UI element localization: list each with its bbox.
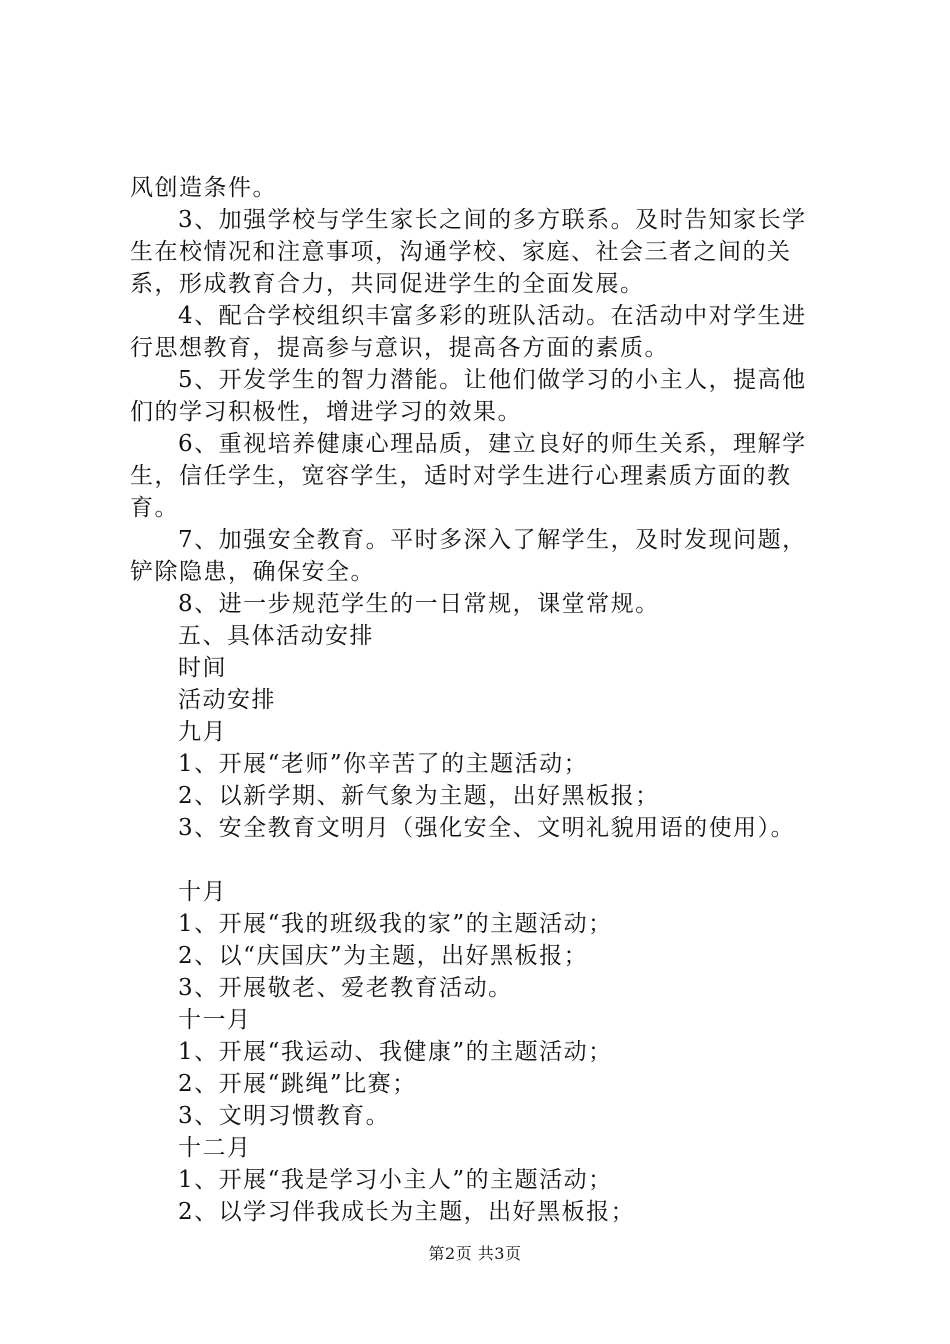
body-line-4: 系，形成教育合力，共同促进学生的全面发展。 xyxy=(130,271,645,297)
page-number-footer: 第2页 共3页 xyxy=(428,1244,522,1263)
body-line-2: 3、加强学校与学生家长之间的多方联系。及时告知家长学 xyxy=(178,207,807,233)
list-item: 3、开展敬老、爱老教育活动。 xyxy=(178,975,513,1001)
document-body xyxy=(130,172,835,1228)
body-line-8: 们的学习积极性，增进学习的效果。 xyxy=(130,399,522,425)
section-heading: 五、具体活动安排 xyxy=(178,623,374,649)
month-december: 十二月 xyxy=(178,1135,252,1161)
list-item: 3、安全教育文明月（强化安全、文明礼貌用语的使用）。 xyxy=(178,815,796,841)
list-item: 2、以学习伴我成长为主题，出好黑板报； xyxy=(178,1199,636,1225)
list-item: 2、开展“跳绳”比赛； xyxy=(178,1071,417,1097)
column-header-time: 时间 xyxy=(178,655,227,681)
body-line-10: 生，信任学生，宽容学生，适时对学生进行心理素质方面的教 xyxy=(130,463,792,489)
list-item: 1、开展“我的班级我的家”的主题活动； xyxy=(178,911,613,937)
column-header-activity: 活动安排 xyxy=(178,687,276,713)
body-line-5: 4、配合学校组织丰富多彩的班队活动。在活动中对学生进 xyxy=(178,303,807,329)
month-october: 十月 xyxy=(178,879,227,905)
body-line-1: 风创造条件。 xyxy=(130,175,277,201)
body-line-12: 7、加强安全教育。平时多深入了解学生，及时发现问题， xyxy=(178,527,807,553)
body-line-3: 生在校情况和注意事项，沟通学校、家庭、社会三者之间的关 xyxy=(130,239,792,265)
blank-line xyxy=(130,844,835,876)
body-line-6: 行思想教育，提高参与意识，提高各方面的素质。 xyxy=(130,335,669,361)
list-item: 2、以新学期、新气象为主题，出好黑板报； xyxy=(178,783,660,809)
list-item: 1、开展“我是学习小主人”的主题活动； xyxy=(178,1167,613,1193)
list-item: 2、以“庆国庆”为主题，出好黑板报； xyxy=(178,943,589,969)
month-november: 十一月 xyxy=(178,1007,252,1033)
body-line-13: 铲除隐患，确保安全。 xyxy=(130,559,375,585)
body-line-9: 6、重视培养健康心理品质，建立良好的师生关系，理解学 xyxy=(178,431,807,457)
body-line-14: 8、进一步规范学生的一日常规，课堂常规。 xyxy=(178,591,660,617)
list-item: 1、开展“我运动、我健康”的主题活动； xyxy=(178,1039,613,1065)
list-item: 3、文明习惯教育。 xyxy=(178,1103,391,1129)
body-line-7: 5、开发学生的智力潜能。让他们做学习的小主人，提高他 xyxy=(178,367,807,393)
list-item: 1、开展“老师”你辛苦了的主题活动； xyxy=(178,751,589,777)
month-september: 九月 xyxy=(178,719,227,745)
body-line-11: 育。 xyxy=(130,495,179,521)
